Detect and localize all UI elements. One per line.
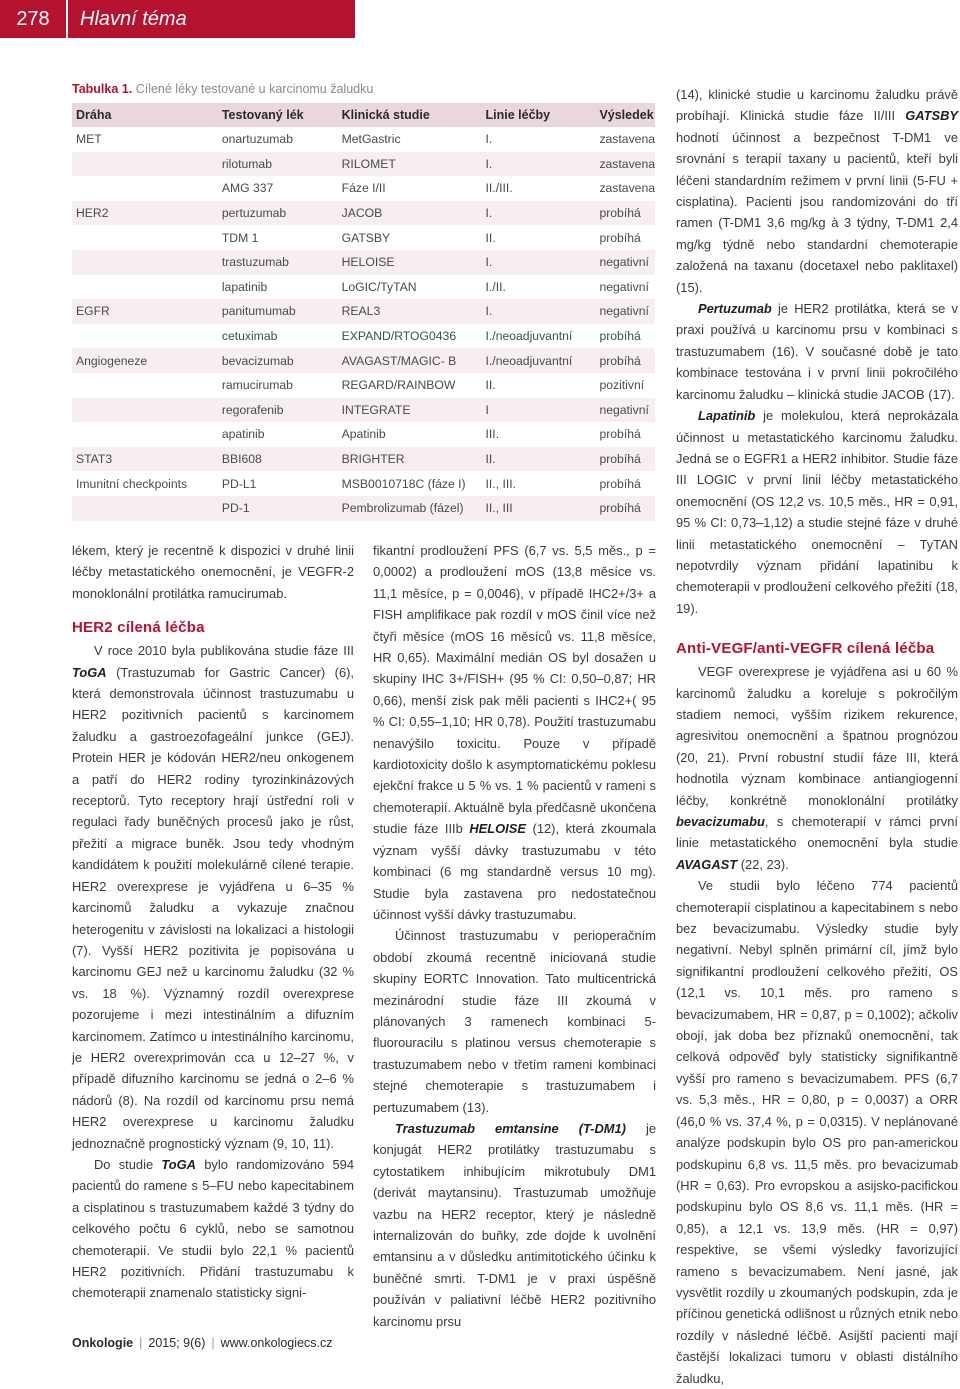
table-cell: STAT3: [72, 447, 218, 472]
targeted-drugs-table: [72, 103, 655, 521]
table-cell: GATSBY: [341, 230, 391, 245]
table-cell: MSB0010718C (fáze I): [341, 476, 466, 491]
text-run: je molekulou, která neprokázala účinnost u metastatického karcinomu žaludku. Jedná se o EGFR1 a HER2 inhibitor. Studie fáze III LOGIC v první linii léčby metastatického onemocnění (OS 12,2 vs. 10,5 měs., HR = 0,91, 95 % CI: 0,73–1,12) a studie stejné fáze v druhé linii metastatického onemocnění – TyTAN nepotvrdily význam přidání lapatinibu k chemoterapii v prodloužení celkového přežití (18, 19).: [676, 408, 958, 616]
paragraph: lékem, který je recentně k dispozici v druhé linii léčby metastatického onemocnění, je VEGFR-2 monoklonální protilátka ramucirumab.: [72, 543, 354, 601]
drug-name: Pertuzumab: [698, 301, 772, 317]
table-cell: MetGastric: [341, 132, 401, 147]
table-caption-text: Cílené léky testované u karcinomu žaludku: [132, 82, 374, 96]
column-header: Klinická studie: [338, 103, 482, 127]
table-cell: ramucirumab: [221, 378, 293, 393]
table-cell: [72, 373, 218, 398]
table-cell: AVAGAST/MAGIC- B: [338, 348, 482, 373]
table-cell: probíhá: [595, 447, 655, 472]
table-cell: REAL3: [338, 299, 482, 324]
table-row: [72, 422, 655, 447]
table-cell: Imunitní checkpoints: [76, 476, 188, 491]
table-cell: BBI608: [218, 447, 338, 472]
table-cell: II.: [485, 378, 496, 393]
table-row: [72, 324, 655, 349]
column-header: Výsledek: [595, 103, 655, 127]
table-cell: negativní: [595, 398, 655, 423]
column-header: Testovaný lék: [218, 103, 338, 127]
text-column-middle: [373, 540, 656, 1332]
drug-name: Trastuzumab emtansine (T-DM1): [395, 1120, 626, 1136]
table-cell: II./III.: [485, 181, 513, 196]
text-run: je konjugát HER2 protilátky trastuzumabu s cytostatikem inhibujícím mikrotubuly DM1 (derivát maytansinu). Trastuzumab umožňuje vazbu na HER2 receptor, který je následně internalizován do buňky, zde dojde k uvolnění emtansinu a v důsledku antimitotického účinku k buněčné smrti. T-DM1 je v praxi úspěšně používán v paliativní léčbě HER2 pozitivního karcinomu prsu: [373, 1120, 656, 1329]
table-cell: trastuzumab: [218, 250, 338, 275]
table-cell: probíhá: [599, 476, 641, 491]
paragraph: [676, 84, 958, 298]
table-cell: regorafenib: [218, 398, 338, 423]
paragraph: [373, 540, 656, 925]
table-row: [72, 250, 655, 275]
section-heading: Anti-VEGF/anti-VEGFR cílená léčba: [676, 640, 935, 658]
drug-name: bevacizumabu: [676, 814, 765, 829]
table-row: [72, 176, 655, 201]
table-cell: MET: [76, 132, 102, 147]
table-cell: negativní: [595, 250, 655, 275]
text-run: (22, 23).: [737, 856, 789, 872]
table-cell: I: [482, 398, 596, 423]
table-cell: PD-1: [218, 496, 338, 521]
table-cell: II.: [485, 230, 496, 245]
text-run: VEGF overexprese je vyjádřena asi u 60 % karcinomů žaludku a koreluje s pokročilým stadiem nemoci, vyšším rizikem rekurence, agresivitou onemocnění a špatnou prognózou (20, 21). První robustní studií fáze III, která hodnotila význam kombinace antiangiogenní léčby, konkrétně monoklonální protilátky: [676, 664, 958, 808]
paragraph: [72, 640, 354, 1154]
table-cell: LoGIC/TyTAN: [341, 279, 417, 294]
table-header-row: [72, 103, 655, 127]
text-run: Do studie: [94, 1156, 162, 1172]
table-cell: lapatinib: [221, 279, 268, 294]
table-cell: I.: [482, 201, 596, 226]
text-run: V roce 2010 byla publikována studie fáze III: [94, 643, 354, 659]
study-name: HELOISE: [469, 821, 526, 837]
table-cell: pozitivní: [599, 378, 645, 393]
text-run: fikantní prodloužení PFS (6,7 vs. 5,5 měs., p = 0,0002) a prodloužení mOS (13,8 měsíce vs. 11,1 měsíce, p = 0,0046), v případě IHC2+/3+ a FISH amplifikace pak rozdíl v mOS činil více než čtyři měsíce (mOS 16 měsíců vs. 11,8 měsíce, HR 0,65). Maximální medián OS byl dosažen u skupiny IHC 3+/FISH+ (95 % CI: 0,50–0,87; HR 0,66), menší zisk pak měli pacienti s IHC2+( 95 % CI: 0,55–1,10; HR 0,78). Použití trastuzumabu nenavýšilo toxicitu. Pouze v případě kardiotoxicity došlo k asymptomatickému poklesu ejekční frakce u 5 % vs. 1 % pacientů v rameni s chemoterapií. Aktuálně byla předčasně ukončena studie fáze IIIb: [373, 543, 656, 837]
text-column-right: [676, 84, 958, 1389]
column-header: Linie léčby: [482, 103, 596, 127]
page-header-band: [0, 0, 355, 38]
table-cell: RILOMET: [338, 152, 482, 177]
table-cell: JACOB: [338, 201, 482, 226]
table-cell: negativní: [595, 299, 655, 324]
table-cell: REGARD/RAINBOW: [341, 378, 456, 393]
table-row: [72, 299, 655, 324]
table-cell: [72, 176, 218, 201]
table-cell: rilotumab: [218, 152, 338, 177]
table-cell: I./neoadjuvantní: [482, 348, 596, 373]
page-number: 278: [0, 0, 68, 38]
table-cell: [72, 225, 218, 250]
table-cell: I.: [482, 250, 596, 275]
column-header: Dráha: [72, 103, 218, 127]
table-caption: [72, 82, 373, 96]
study-name: AVAGAST: [676, 856, 738, 872]
journal-url[interactable]: www.onkologiecs.cz: [220, 1336, 333, 1350]
table-cell: II., III.: [485, 476, 517, 491]
table-row: [72, 447, 655, 472]
text-run: , s chemoterapií v rámci první linie metastatického onemocnění byla studie: [676, 814, 958, 851]
table-row: [72, 201, 655, 226]
table-row: [72, 225, 655, 250]
paragraph: [72, 1154, 354, 1304]
table-cell: II.: [482, 447, 596, 472]
footer-separator: |: [139, 1336, 143, 1350]
table-cell: [72, 152, 218, 177]
study-name: ToGA: [161, 1156, 196, 1172]
table-cell: panitumumab: [218, 299, 338, 324]
table-cell: zastavena: [595, 152, 655, 177]
table-row: [72, 348, 655, 373]
table-cell: negativní: [599, 279, 649, 294]
table-cell: BRIGHTER: [338, 447, 482, 472]
table-cell: [72, 324, 218, 349]
table-cell: EXPAND/RTOG0436: [341, 329, 457, 344]
table-cell: I./II.: [485, 279, 506, 294]
table-cell: III.: [485, 427, 500, 442]
table-cell: Angiogeneze: [72, 348, 218, 373]
table-cell: Fáze I/II: [341, 181, 386, 196]
table-cell: [72, 275, 218, 300]
table-cell: I.: [482, 152, 596, 177]
text-run: hodnotí účinnost a bezpečnost T-DM1 ve srovnání s terapií taxany u pacientů, kteří byli léčeni standardním režimem v první linii (5-FU + cisplatina). Pacienti jsou randomizováni do tří ramen (T-DM1 3,6 mg/kg à 3 týdny, T-DM1 2,4 mg/kg týdně nebo standardní chemoterapie založená na taxanu (docetaxel nebo paklitaxel) (15).: [676, 129, 958, 295]
table-cell: INTEGRATE: [338, 398, 482, 423]
table-cell: probíhá: [595, 201, 655, 226]
text-run: (Trastuzumab for Gastric Cancer) (6), která demonstrovala účinnost trastuzumabu u HER2 pozitivních pacientů s karcinomem žaludku a gastroezofageální junkce (GEJ). Protein HER je kódován HER2/neu onkogenem a patří do HER2 rodiny tyrozinkinázových receptorů. Tyto receptory hrají ústřední roli v regulaci řady buněčných procesů jako je růst, přežití a migrace buněk. Jsou tedy vhodným kandidátem k použití molekulárně cílené terapie. HER2 overexprese je vyjádřena u 6–35 % karcinomů žaludku a vykazuje značnou heterogenitu v závislosti na lokalizaci a histologii (7). Vyšší HER2 pozitivita je popisována u karcinomu GEJ než u karcinomu žaludku (32 % vs. 18 %). Významný rozdíl overexprese pozorujeme i mezi intestinálním a difuzním karcinomem. Zatímco u intestinálního karcinomu, je HER2 overexprimován cca u 12–27 %, v případě difuzního karcinomu se jedná o 2–6 % nádorů (8). Na rozdíl od karcinomu prsu nemá HER2 overexprese u karcinomu žaludku jednoznačně prognostický význam (9, 10, 11).: [72, 664, 354, 1151]
section-title: Hlavní téma: [80, 7, 187, 30]
table-cell: pertuzumab: [218, 201, 338, 226]
text-run: (12), která zkoumala význam vyšší dávky trastuzumabu v této kombinaci (6 mg standardně versus 10 mg). Studie byla zastavena pro nedostatečnou účinnost vyšší dávky trastuzumabu.: [373, 821, 656, 922]
table-cell: apatinib: [221, 427, 265, 442]
table-cell: HELOISE: [338, 250, 482, 275]
table-cell: AMG 337: [221, 181, 274, 196]
table-cell: I.: [485, 132, 493, 147]
table-cell: [72, 496, 218, 521]
table-cell: probíhá: [599, 329, 641, 344]
table-cell: [72, 250, 218, 275]
journal-name: Onkologie: [72, 1336, 134, 1350]
table-cell: I.: [482, 299, 596, 324]
paragraph: [676, 405, 958, 619]
table-row: [72, 496, 655, 521]
table-cell: PD-L1: [221, 476, 257, 491]
text-run: je HER2 protilátka, která se v praxi používá u karcinomu prsu v kombinaci s trastuzumabem (16). V současné době je tato kombinace testována i v první linii pokročilého karcinomu žaludku – klinická studie JACOB (17).: [676, 301, 958, 402]
table-caption-label: Tabulka 1.: [72, 82, 133, 96]
table-row: [72, 127, 655, 152]
drug-name: Lapatinib: [698, 408, 756, 424]
table-cell: [72, 398, 218, 423]
table-cell: probíhá: [595, 496, 655, 521]
page-footer: [72, 1336, 332, 1350]
paragraph: [676, 661, 958, 875]
table-cell: bevacizumab: [218, 348, 338, 373]
paragraph: Ve studii bylo léčeno 774 pacientů chemoterapií cisplatinou a kapecitabinem s nebo bez bevacizumabu. Výsledky studie byly negativní. Nebyl splněn primární cíl, jímž bylo signifikantní prodloužení celkového přežití, OS (12,1 vs. 10,1 měs. pro rameno s bevacizumabem, HR = 0,87, p = 0,1002); ačkoliv obojí, jak doba bez příznaků onemocnění, tak celková odpověď byly statisticky signifikantně vyšší pro rameno s bevacizumabem. PFS (6,7 vs. 5,3 měs., HR = 0,80, p = 0,0037) a ORR (46,0 % vs. 37,4 %, p = 0,0315). V neplánované analýze podskupin bylo OS pro pan-americkou podskupinu 6,8 vs. 11,5 měs. pro bevacizumab (HR = 0,63). Pro evropskou a asijsko-pacifickou podskupinu bylo OS 8,6 vs. 11,1 měs. (HR = 0,85), a 12,1 vs. 13,9 měs. (HR = 0,97) respektive, se všemi výsledky favorizující rameno s bevacizumabem. Není jasné, jak vysvětlit rozdíly u zkoumaných podskupin, zda je příčinou genetická odlišnost u různých etnik nebo rozdíly v následné léčbě. Asijští pacienti mají častější lokalizaci tumoru v oblasti distálního žaludku,: [676, 878, 958, 1386]
table-cell: onartuzumab: [221, 132, 293, 147]
table-cell: TDM 1: [221, 230, 259, 245]
table-row: [72, 398, 655, 423]
paragraph: [373, 1118, 656, 1332]
table-cell: [72, 422, 218, 447]
text-run: (14), klinické studie u karcinomu žaludku právě probíhají. Klinická studie fáze II/III: [676, 87, 958, 124]
study-name: ToGA: [72, 664, 107, 680]
paragraph: [676, 298, 958, 405]
table-cell: cetuximab: [221, 329, 278, 344]
text-column-left: [72, 540, 354, 1304]
table-cell: II., III: [482, 496, 596, 521]
table-cell: zastavena: [599, 181, 655, 196]
table-cell: zastavena: [599, 132, 655, 147]
table-cell: I./neoadjuvantní: [485, 329, 573, 344]
table-cell: probíhá: [599, 230, 641, 245]
table-cell: probíhá: [599, 427, 641, 442]
journal-issue: 2015; 9(6): [148, 1336, 206, 1350]
table-cell: HER2: [72, 201, 218, 226]
table-row: [72, 275, 655, 300]
text-run: bylo randomizováno 594 pacientů do ramene s 5–FU nebo kapecitabinem a cisplatinou s trastuzumabem každé 3 týdny do celkového počtu 6 cyklů, nebo se samotnou chemoterapií. Ve studii bylo 22,1 % pacientů HER2 pozitivních. Přidání trastuzumabu k chemoterapii znamenalo statisticky signi-: [72, 1156, 354, 1301]
footer-separator: |: [211, 1336, 215, 1350]
section-heading: HER2 cílená léčba: [72, 619, 205, 637]
table-row: [72, 471, 655, 496]
study-name: GATSBY: [905, 108, 958, 124]
table-cell: Apatinib: [341, 427, 386, 442]
table-cell: EGFR: [72, 299, 218, 324]
table-cell: probíhá: [595, 348, 655, 373]
table-cell: Pembrolizumab (fázel): [338, 496, 482, 521]
table-row: [72, 152, 655, 177]
paragraph: Účinnost trastuzumabu v perioperačním období zkoumá recentně iniciovaná studie skupiny EORTC Innovation. Tato multicentrická mezinárodní studie fáze III zkoumá v plánovaných 3 ramenech kombinaci 5-fluorouracilu s platinou versus chemoterapie s trastuzumabem nebo v třetím rameni kombinaci stejné chemoterapie s trastuzumabem i pertuzumabem (13).: [373, 928, 656, 1115]
table-row: [72, 373, 655, 398]
